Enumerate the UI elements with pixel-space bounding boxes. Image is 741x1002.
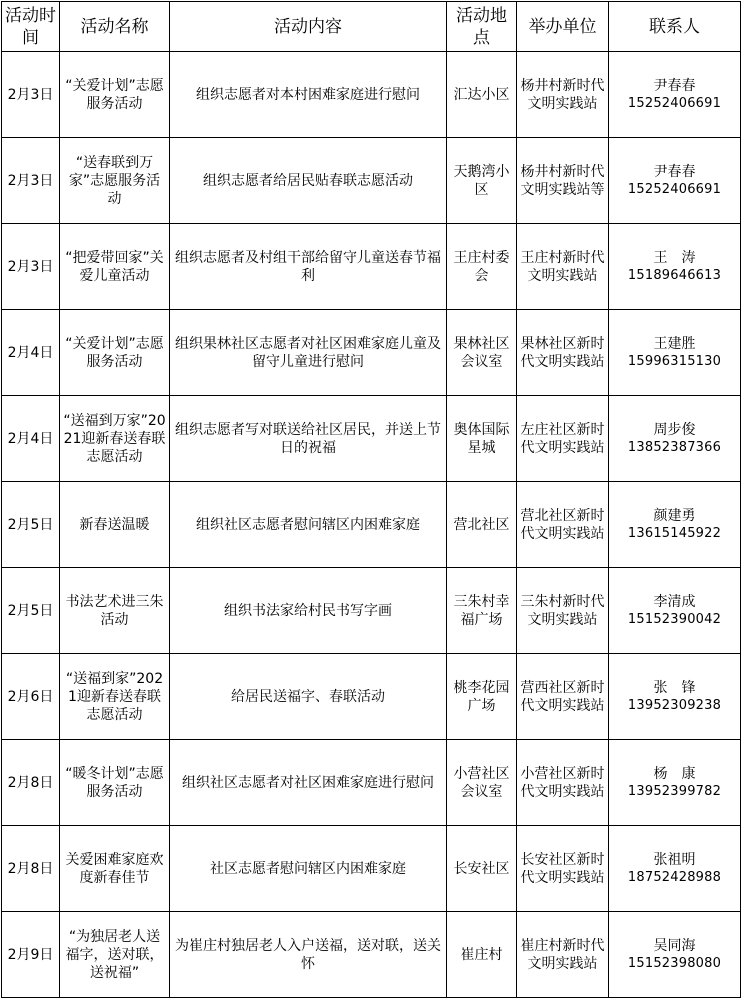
cell-organizer: 三朱村新时代文明实践站 bbox=[517, 568, 609, 654]
cell-location: 王庄村委会 bbox=[447, 224, 517, 310]
cell-contact bbox=[609, 826, 741, 912]
cell-organizer: 杨井村新时代文明实践站等 bbox=[517, 138, 609, 224]
cell-organizer: 左庄社区新时代文明实践站 bbox=[517, 396, 609, 482]
cell-activity-name: 书法艺术进三朱活动 bbox=[60, 568, 170, 654]
cell-organizer: 崔庄村新时代文明实践站 bbox=[517, 912, 609, 998]
table-header bbox=[2, 2, 741, 52]
cell-location: 小营社区会议室 bbox=[447, 740, 517, 826]
table-row bbox=[2, 740, 741, 826]
table-row bbox=[2, 396, 741, 482]
cell-organizer: 杨井村新时代文明实践站 bbox=[517, 52, 609, 138]
cell-organizer: 营西社区新时代文明实践站 bbox=[517, 654, 609, 740]
cell-contact bbox=[609, 224, 741, 310]
contact-name: 尹春春 bbox=[653, 77, 696, 94]
contact-phone: 13952399782 bbox=[627, 783, 722, 799]
contact-phone: 15189646613 bbox=[627, 267, 722, 283]
cell-activity-name: “送福到万家”2021迎新春送春联志愿活动 bbox=[60, 396, 170, 482]
header-name: 活动名称 bbox=[60, 2, 170, 52]
cell-date: 2月9日 bbox=[2, 912, 60, 998]
cell-date: 2月5日 bbox=[2, 482, 60, 568]
cell-contact bbox=[609, 52, 741, 138]
cell-contact bbox=[609, 912, 741, 998]
cell-contact bbox=[609, 654, 741, 740]
contact-phone: 13615145922 bbox=[627, 525, 722, 541]
table-row bbox=[2, 482, 741, 568]
cell-activity-content: 组织志愿者给居民贴春联志愿活动 bbox=[170, 138, 447, 224]
contact-phone: 13952309238 bbox=[627, 697, 722, 713]
contact-name: 张 锋 bbox=[653, 679, 696, 696]
cell-activity-name: “为独居老人送福字，送对联，送祝福” bbox=[60, 912, 170, 998]
cell-contact bbox=[609, 138, 741, 224]
cell-activity-name: “关爱计划”志愿服务活动 bbox=[60, 310, 170, 396]
cell-activity-name: 关爱困难家庭欢度新春佳节 bbox=[60, 826, 170, 912]
cell-activity-content: 组织社区志愿者慰问辖区内困难家庭 bbox=[170, 482, 447, 568]
cell-contact bbox=[609, 568, 741, 654]
cell-activity-name: “送福到家”2021迎新春送春联志愿活动 bbox=[60, 654, 170, 740]
cell-date: 2月4日 bbox=[2, 396, 60, 482]
table-row bbox=[2, 52, 741, 138]
header-row bbox=[2, 2, 741, 52]
cell-activity-content: 为崔庄村独居老人入户送福，送对联，送关怀 bbox=[170, 912, 447, 998]
cell-date: 2月4日 bbox=[2, 310, 60, 396]
cell-organizer: 王庄村新时代文明实践站 bbox=[517, 224, 609, 310]
cell-activity-content: 组织志愿者对本村困难家庭进行慰问 bbox=[170, 52, 447, 138]
cell-location: 长安社区 bbox=[447, 826, 517, 912]
contact-phone: 15152398080 bbox=[627, 955, 722, 971]
cell-location: 汇达小区 bbox=[447, 52, 517, 138]
contact-phone: 15996315130 bbox=[627, 353, 722, 369]
cell-activity-content: 组织志愿者及村组干部给留守儿童送春节福利 bbox=[170, 224, 447, 310]
table-row bbox=[2, 310, 741, 396]
header-content: 活动内容 bbox=[170, 2, 447, 52]
cell-location: 桃李花园广场 bbox=[447, 654, 517, 740]
cell-organizer: 小营社区新时代文明实践站 bbox=[517, 740, 609, 826]
contact-phone: 15252406691 bbox=[627, 95, 722, 111]
contact-name: 周步俊 bbox=[653, 421, 696, 438]
cell-location: 营北社区 bbox=[447, 482, 517, 568]
cell-location: 三朱村幸福广场 bbox=[447, 568, 517, 654]
contact-phone: 15152390042 bbox=[627, 611, 722, 627]
contact-name: 张祖明 bbox=[653, 851, 696, 868]
cell-activity-content: 社区志愿者慰问辖区内困难家庭 bbox=[170, 826, 447, 912]
cell-date: 2月3日 bbox=[2, 52, 60, 138]
cell-contact bbox=[609, 482, 741, 568]
contact-name: 颜建勇 bbox=[653, 507, 696, 524]
cell-activity-name: “把爱带回家”关爱儿童活动 bbox=[60, 224, 170, 310]
cell-activity-name: 新春送温暖 bbox=[60, 482, 170, 568]
cell-activity-content: 组织志愿者写对联送给社区居民，并送上节日的祝福 bbox=[170, 396, 447, 482]
cell-organizer: 果林社区新时代文明实践站 bbox=[517, 310, 609, 396]
cell-organizer: 营北社区新时代文明实践站 bbox=[517, 482, 609, 568]
contact-name: 吴同海 bbox=[653, 937, 696, 954]
contact-name: 杨 康 bbox=[653, 765, 696, 782]
header-location: 活动地点 bbox=[447, 2, 517, 52]
cell-date: 2月5日 bbox=[2, 568, 60, 654]
cell-location: 果林社区会议室 bbox=[447, 310, 517, 396]
table-row bbox=[2, 138, 741, 224]
cell-organizer: 长安社区新时代文明实践站 bbox=[517, 826, 609, 912]
table-row bbox=[2, 654, 741, 740]
cell-activity-name: “送春联到万家”志愿服务活动 bbox=[60, 138, 170, 224]
contact-phone: 13852387366 bbox=[627, 439, 722, 455]
cell-date: 2月3日 bbox=[2, 138, 60, 224]
cell-activity-name: “关爱计划”志愿服务活动 bbox=[60, 52, 170, 138]
table-row bbox=[2, 224, 741, 310]
cell-location: 天鹅湾小区 bbox=[447, 138, 517, 224]
cell-activity-content: 组织书法家给村民书写字画 bbox=[170, 568, 447, 654]
contact-phone: 15252406691 bbox=[627, 181, 722, 197]
activity-schedule-table bbox=[1, 1, 741, 998]
contact-name: 王 涛 bbox=[653, 249, 696, 266]
contact-name: 尹春春 bbox=[653, 163, 696, 180]
table-row bbox=[2, 912, 741, 998]
cell-date: 2月8日 bbox=[2, 826, 60, 912]
table-row bbox=[2, 568, 741, 654]
header-contact: 联系人 bbox=[609, 2, 741, 52]
header-time: 活动时间 bbox=[2, 2, 60, 52]
cell-contact bbox=[609, 740, 741, 826]
table-row bbox=[2, 826, 741, 912]
contact-name: 王建胜 bbox=[653, 335, 696, 352]
contact-phone: 18752428988 bbox=[627, 869, 722, 885]
cell-contact bbox=[609, 396, 741, 482]
cell-activity-content: 组织果林社区志愿者对社区困难家庭儿童及留守儿童进行慰问 bbox=[170, 310, 447, 396]
contact-name: 李清成 bbox=[653, 593, 696, 610]
cell-activity-name: “暖冬计划”志愿服务活动 bbox=[60, 740, 170, 826]
cell-date: 2月3日 bbox=[2, 224, 60, 310]
cell-location: 奥体国际星城 bbox=[447, 396, 517, 482]
table-body bbox=[2, 52, 741, 998]
cell-date: 2月8日 bbox=[2, 740, 60, 826]
cell-location: 崔庄村 bbox=[447, 912, 517, 998]
cell-activity-content: 组织社区志愿者对社区困难家庭进行慰问 bbox=[170, 740, 447, 826]
cell-date: 2月6日 bbox=[2, 654, 60, 740]
cell-contact bbox=[609, 310, 741, 396]
cell-activity-content: 给居民送福字、春联活动 bbox=[170, 654, 447, 740]
header-organizer: 举办单位 bbox=[517, 2, 609, 52]
